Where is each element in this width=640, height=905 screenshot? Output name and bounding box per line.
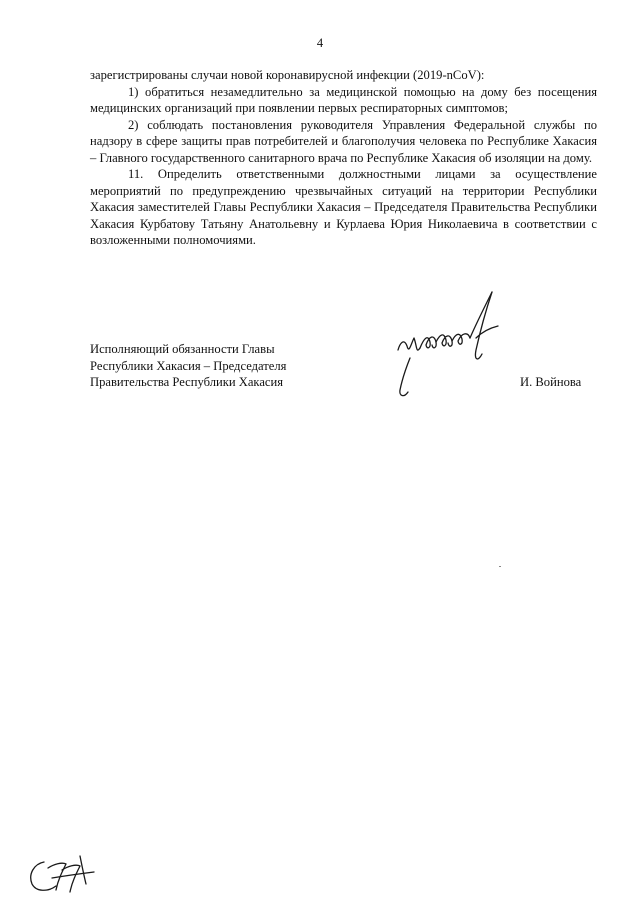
- handwritten-initials: [22, 848, 102, 898]
- position-line: Республики Хакасия – Председателя: [90, 358, 287, 373]
- paragraph-item-2: 2) соблюдать постановления руководителя Управления Федеральной службы по надзору в сфере защиты прав потребителей и благополучия человека по Республике Хакасия – Главного государственного санитарного врача по Республике Хакасия об изоляции на дому.: [90, 117, 597, 165]
- signatory-position: [90, 341, 286, 391]
- position-line: Правительства Республики Хакасия: [90, 375, 284, 389]
- scan-artifact: [499, 566, 501, 567]
- handwritten-signature: [380, 288, 520, 408]
- document-body: [90, 67, 597, 249]
- paragraph-item-1: 1) обратиться незамедлительно за медицинской помощью на дому без посещения медицинских организаций при появлении первых респираторных симптомов;: [90, 84, 597, 115]
- paragraph-clause-11: 11. Определить ответственными должностными лицами за осуществление мероприятий по предупреждению чрезвычайных ситуаций на территории Республики Хакасия заместителей Главы Республики Хакасия – Председателя Правительства Республики Хакасия Курбатову Татьяну Анатольевну и Курлаева Юрия Николаевича в соответствии с возложенными полномочиями.: [90, 167, 597, 247]
- signer-name: И. Войнова: [520, 375, 582, 389]
- page-number: 4: [316, 36, 324, 50]
- paragraph-continuation: зарегистрированы случаи новой коронавирусной инфекции (2019-nCoV):: [90, 68, 485, 82]
- position-line: Исполняющий обязанности Главы: [90, 342, 275, 356]
